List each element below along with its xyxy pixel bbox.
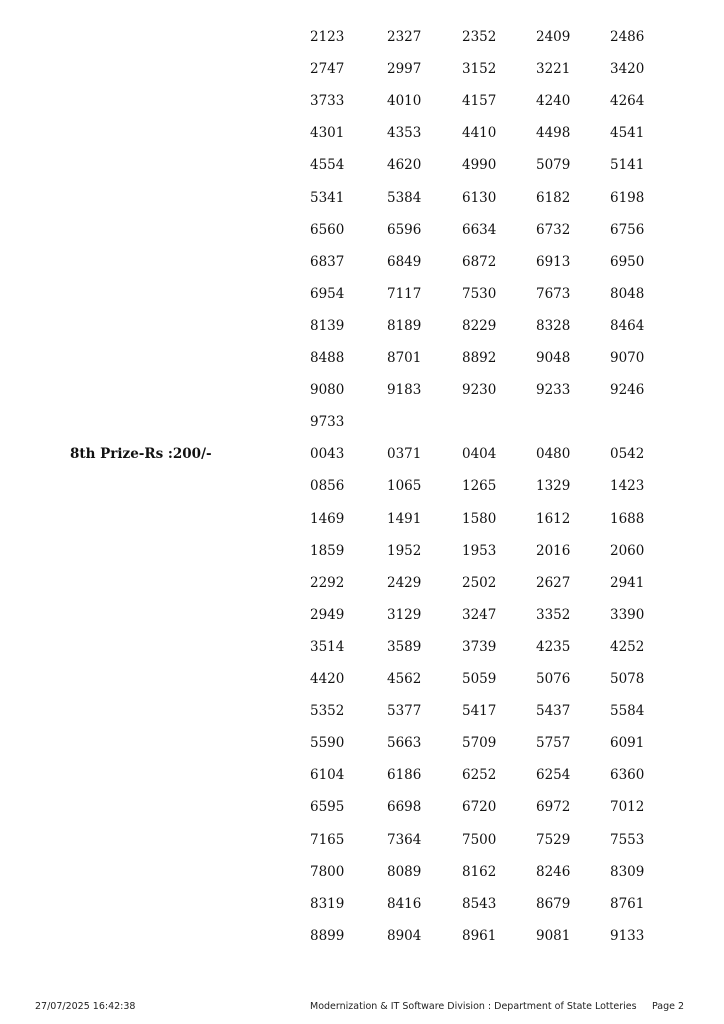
ticket-number: 9070 (610, 350, 645, 366)
ticket-number: 3514 (310, 638, 345, 655)
ticket-number: 2016 (536, 542, 571, 559)
ticket-number: 6950 (610, 253, 645, 270)
ticket-number: 1469 (310, 510, 345, 527)
ticket-number: 8309 (610, 863, 645, 880)
ticket-number: 7530 (462, 285, 497, 302)
ticket-number: 0371 (387, 446, 422, 463)
ticket-number: 8416 (387, 895, 422, 912)
eighth-prize-row (0, 477, 724, 495)
ticket-number: 8761 (610, 895, 645, 912)
previous-prize-row (0, 124, 724, 142)
ticket-number: 8246 (536, 863, 571, 880)
ticket-number: 1329 (536, 478, 571, 495)
ticket-number: 3129 (387, 606, 422, 623)
ticket-number: 8701 (387, 350, 422, 366)
ticket-number: 6756 (610, 221, 645, 238)
ticket-number: 5352 (310, 703, 345, 720)
ticket-number: 1953 (462, 542, 497, 559)
ticket-number: 9081 (536, 927, 571, 944)
ticket-number: 6560 (310, 221, 345, 238)
eighth-prize-label: 8th Prize-Rs :200/- (70, 446, 212, 463)
ticket-number: 5663 (387, 735, 422, 752)
ticket-number: 1580 (462, 510, 497, 527)
ticket-number: 8488 (310, 350, 345, 366)
ticket-number: 7800 (310, 863, 345, 880)
previous-prize-row (0, 92, 724, 110)
ticket-number: 2747 (310, 61, 345, 78)
ticket-number: 5417 (462, 703, 497, 720)
ticket-number: 7165 (310, 831, 345, 848)
ticket-number: 8892 (462, 350, 497, 366)
ticket-number: 4235 (536, 638, 571, 655)
ticket-number: 0856 (310, 478, 345, 495)
ticket-number: 7553 (610, 831, 645, 848)
ticket-number: 3352 (536, 606, 571, 623)
eighth-prize-row (0, 831, 724, 849)
ticket-number: 2949 (310, 606, 345, 623)
ticket-number: 9233 (536, 382, 571, 399)
ticket-number: 8089 (387, 863, 422, 880)
ticket-number: 8899 (310, 927, 345, 944)
ticket-number: 1265 (462, 478, 497, 495)
ticket-number: 2292 (310, 574, 345, 591)
ticket-number: 4264 (610, 93, 645, 110)
ticket-number: 6954 (310, 285, 345, 302)
ticket-number: 3221 (536, 61, 571, 78)
eighth-prize-row (0, 670, 724, 688)
previous-prize-row (0, 285, 724, 303)
ticket-number: 8048 (610, 285, 645, 302)
ticket-number: 9246 (610, 382, 645, 399)
ticket-number: 7500 (462, 831, 497, 848)
ticket-number: 4353 (387, 125, 422, 142)
ticket-number: 8961 (462, 927, 497, 944)
ticket-number: 6198 (610, 189, 645, 206)
ticket-number: 5377 (387, 703, 422, 720)
ticket-number: 6130 (462, 189, 497, 206)
ticket-number: 0043 (310, 446, 345, 463)
ticket-number: 4562 (387, 671, 422, 687)
ticket-number: 6091 (610, 735, 645, 752)
eighth-prize-row (0, 798, 724, 816)
previous-prize-row (0, 60, 724, 78)
ticket-number: 2352 (462, 29, 497, 45)
ticket-number: 8189 (387, 317, 422, 334)
ticket-number: 6595 (310, 799, 345, 816)
ticket-number: 7673 (536, 285, 571, 302)
ticket-number: 7364 (387, 831, 422, 848)
ticket-number: 3733 (310, 93, 345, 110)
ticket-number: 3589 (387, 638, 422, 655)
ticket-number: 2627 (536, 574, 571, 591)
ticket-number: 3247 (462, 606, 497, 623)
ticket-number: 9048 (536, 350, 571, 366)
ticket-number: 8904 (387, 927, 422, 944)
ticket-number: 5078 (610, 671, 645, 687)
eighth-prize-row (0, 766, 724, 784)
ticket-number: 2941 (610, 574, 645, 591)
ticket-number: 9183 (387, 382, 422, 399)
ticket-number: 6732 (536, 221, 571, 238)
ticket-number: 6596 (387, 221, 422, 238)
ticket-number: 8162 (462, 863, 497, 880)
ticket-number: 8319 (310, 895, 345, 912)
ticket-number: 5757 (536, 735, 571, 752)
previous-prize-row (0, 189, 724, 207)
ticket-number: 2486 (610, 29, 645, 45)
ticket-number: 6837 (310, 253, 345, 270)
eighth-prize-row (0, 638, 724, 656)
ticket-number: 0542 (610, 446, 645, 463)
eighth-prize-row (0, 863, 724, 881)
ticket-number: 1859 (310, 542, 345, 559)
ticket-number: 1491 (387, 510, 422, 527)
previous-prize-row (0, 221, 724, 239)
ticket-number: 6252 (462, 767, 497, 784)
ticket-number: 2123 (310, 29, 345, 45)
eighth-prize-row (0, 574, 724, 592)
ticket-number: 3739 (462, 638, 497, 655)
ticket-number: 4010 (387, 93, 422, 110)
ticket-number: 8464 (610, 317, 645, 334)
ticket-number: 9230 (462, 382, 497, 399)
ticket-number: 6849 (387, 253, 422, 270)
ticket-number: 4498 (536, 125, 571, 142)
ticket-number: 4301 (310, 125, 345, 142)
ticket-number: 2409 (536, 29, 571, 45)
ticket-number: 5059 (462, 671, 497, 687)
ticket-number: 7012 (610, 799, 645, 816)
ticket-number: 5384 (387, 189, 422, 206)
ticket-number: 4240 (536, 93, 571, 110)
ticket-number: 6720 (462, 799, 497, 816)
ticket-number: 4157 (462, 93, 497, 110)
eighth-prize-row (0, 895, 724, 913)
ticket-number: 3390 (610, 606, 645, 623)
eighth-prize-row (0, 542, 724, 560)
ticket-number: 6872 (462, 253, 497, 270)
ticket-number: 2327 (387, 29, 422, 45)
ticket-number: 5437 (536, 703, 571, 720)
ticket-number: 2429 (387, 574, 422, 591)
ticket-number: 1688 (610, 510, 645, 527)
ticket-number: 1612 (536, 510, 571, 527)
ticket-number: 7529 (536, 831, 571, 848)
ticket-number: 4541 (610, 125, 645, 142)
ticket-number: 0404 (462, 446, 497, 463)
ticket-number: 6254 (536, 767, 571, 784)
footer-page-number: Page 2 (652, 1001, 685, 1012)
ticket-number: 8543 (462, 895, 497, 912)
ticket-number: 6104 (310, 767, 345, 784)
ticket-number: 5141 (610, 157, 645, 174)
ticket-number: 2997 (387, 61, 422, 78)
ticket-number: 0480 (536, 446, 571, 463)
ticket-number: 2502 (462, 574, 497, 591)
ticket-number: 6360 (610, 767, 645, 784)
eighth-prize-row (0, 734, 724, 752)
ticket-number: 8139 (310, 317, 345, 334)
ticket-number: 2060 (610, 542, 645, 559)
ticket-number: 4420 (310, 671, 345, 687)
eighth-prize-row (0, 445, 724, 463)
ticket-number: 1065 (387, 478, 422, 495)
ticket-number: 4410 (462, 125, 497, 142)
ticket-number: 7117 (387, 285, 422, 302)
ticket-number: 6634 (462, 221, 497, 238)
eighth-prize-row (0, 927, 724, 945)
previous-prize-row (0, 317, 724, 335)
ticket-number: 3152 (462, 61, 497, 78)
ticket-number: 9080 (310, 382, 345, 399)
ticket-number: 8328 (536, 317, 571, 334)
ticket-number: 9733 (310, 414, 345, 431)
ticket-number: 6698 (387, 799, 422, 816)
ticket-number: 4620 (387, 157, 422, 174)
ticket-number: 1952 (387, 542, 422, 559)
previous-prize-row (0, 253, 724, 271)
previous-prize-row (0, 413, 724, 431)
ticket-number: 5709 (462, 735, 497, 752)
ticket-number: 5076 (536, 671, 571, 687)
ticket-number: 3420 (610, 61, 645, 78)
ticket-number: 9133 (610, 927, 645, 944)
ticket-number: 4554 (310, 157, 345, 174)
previous-prize-row (0, 349, 724, 367)
ticket-number: 6186 (387, 767, 422, 784)
ticket-number: 8679 (536, 895, 571, 912)
ticket-number: 5584 (610, 703, 645, 720)
previous-prize-row (0, 156, 724, 174)
previous-prize-row (0, 28, 724, 46)
ticket-number: 4990 (462, 157, 497, 174)
footer-timestamp: 27/07/2025 16:42:38 (35, 1001, 136, 1012)
ticket-number: 8229 (462, 317, 497, 334)
ticket-number: 6972 (536, 799, 571, 816)
eighth-prize-row (0, 702, 724, 720)
ticket-number: 1423 (610, 478, 645, 495)
ticket-number: 6182 (536, 189, 571, 206)
ticket-number: 5590 (310, 735, 345, 752)
ticket-number: 5341 (310, 189, 345, 206)
eighth-prize-row (0, 510, 724, 528)
ticket-number: 5079 (536, 157, 571, 174)
footer-division: Modernization & IT Software Division : Department of State Lotteries (310, 1001, 637, 1012)
ticket-number: 4252 (610, 638, 645, 655)
ticket-number: 6913 (536, 253, 571, 270)
eighth-prize-row (0, 606, 724, 624)
previous-prize-row (0, 381, 724, 399)
